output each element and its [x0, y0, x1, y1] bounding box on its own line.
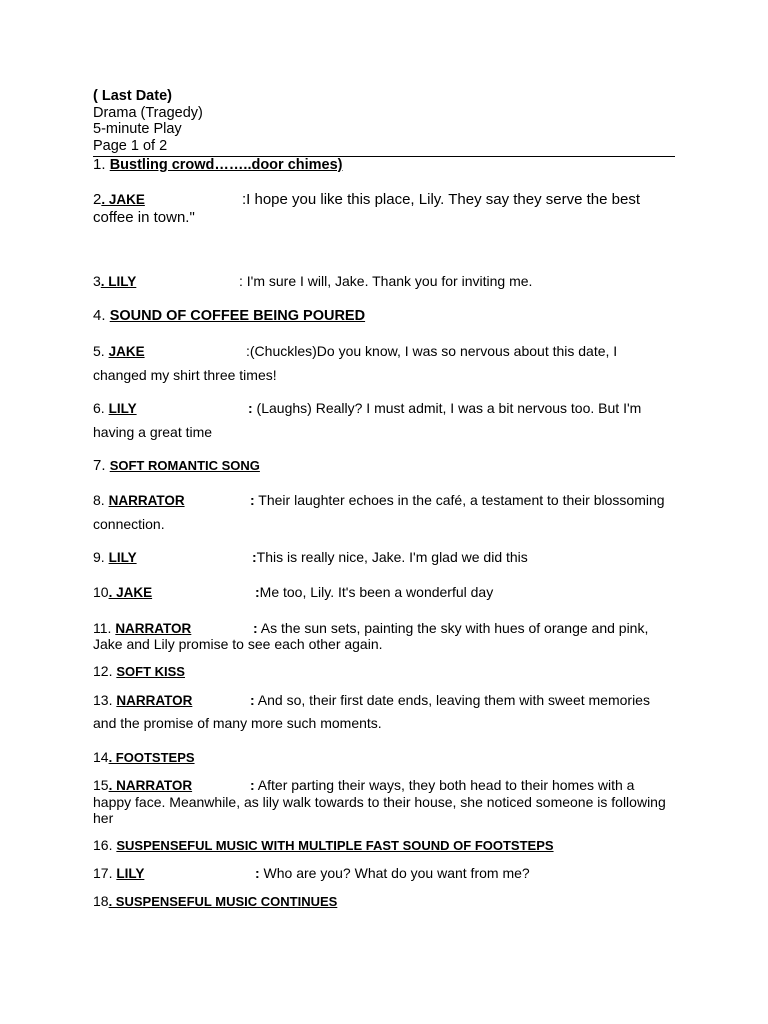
- line-number: 13.: [93, 692, 117, 708]
- dialogue-continuation: happy face. Meanwhile, as lily walk towards to their house, she noticed someone is following: [93, 794, 666, 810]
- script-line-6: [93, 400, 683, 417]
- dialogue-continuation: connection.: [93, 516, 165, 532]
- script-line-15: [93, 777, 683, 794]
- page-number: Page 1 of 2: [93, 138, 168, 154]
- script-line-9: [93, 549, 683, 566]
- dialogue-continuation: coffee in town.": [93, 209, 195, 226]
- script-line-4: [93, 308, 683, 324]
- script-line-16: [93, 837, 683, 854]
- script-line-12: [93, 663, 683, 680]
- script-line-18: [93, 893, 683, 910]
- dialogue-text: As the sun sets, painting the sky with hues of orange and pink,: [257, 620, 649, 636]
- speaker-name: LILY: [116, 866, 145, 881]
- dialogue-text: And so, their first date ends, leaving them with sweet memories: [254, 692, 650, 708]
- speaker-name: . NARRATOR: [108, 778, 193, 793]
- dialogue-text: : I'm sure I will, Jake. Thank you for inviting me.: [239, 273, 533, 289]
- dialogue-text: :I hope you like this place, Lily. They say they serve the best: [242, 191, 640, 208]
- speaker-name: . JAKE: [108, 585, 153, 600]
- sound-cue: Bustling crowd……..door chimes): [109, 157, 343, 173]
- dialogue-continuation: Jake and Lily promise to see each other again.: [93, 636, 383, 652]
- dialogue-text: After parting their ways, they both head to their homes with a: [254, 777, 635, 793]
- script-line-2: [93, 192, 683, 208]
- speaker-name: NARRATOR: [116, 693, 193, 708]
- line-number: 10: [93, 584, 109, 600]
- speaker-name: LILY: [108, 550, 137, 565]
- colon-mark: :: [255, 584, 260, 600]
- sound-cue: SOFT KISS: [116, 664, 185, 679]
- genre-line: Drama (Tragedy): [93, 105, 203, 121]
- speaker-name: . LILY: [100, 274, 137, 289]
- dialogue-continuation: changed my shirt three times!: [93, 367, 277, 383]
- line-number: 17.: [93, 865, 117, 881]
- script-line-10: [93, 584, 683, 601]
- sound-cue: SOUND OF COFFEE BEING POURED: [109, 308, 366, 324]
- speaker-name: . JAKE: [101, 192, 145, 207]
- speaker-name: LILY: [108, 401, 137, 416]
- script-line-13: [93, 692, 683, 709]
- colon-mark: :: [250, 492, 255, 508]
- line-number: 15: [93, 777, 109, 793]
- script-line-1: [93, 157, 683, 173]
- colon-mark: :: [248, 400, 253, 416]
- line-number: 12.: [93, 663, 117, 679]
- script-line-11: [93, 620, 683, 637]
- line-number: 11.: [93, 620, 116, 636]
- line-number: 3: [93, 273, 101, 289]
- line-number: 1.: [93, 156, 110, 173]
- length-line: 5-minute Play: [93, 121, 182, 137]
- sound-cue: SOFT ROMANTIC SONG: [109, 458, 260, 473]
- line-number: 7.: [93, 457, 110, 474]
- dialogue-text: (Laughs) Really? I must admit, I was a bit nervous too. But I'm: [252, 400, 642, 416]
- dialogue-text: Me too, Lily. It's been a wonderful day: [259, 584, 494, 600]
- dialogue-text: Who are you? What do you want from me?: [259, 865, 530, 881]
- line-number: 9.: [93, 549, 109, 565]
- speaker-name: NARRATOR: [108, 493, 185, 508]
- line-number: 5.: [93, 343, 109, 359]
- colon-mark: :: [255, 865, 260, 881]
- sound-cue: . SUSPENSEFUL MUSIC CONTINUES: [108, 894, 338, 909]
- line-number: 16.: [93, 837, 117, 853]
- script-line-8: [93, 492, 683, 509]
- dialogue-continuation: and the promise of many more such moments.: [93, 715, 382, 731]
- script-line-14: [93, 749, 683, 766]
- dialogue-text: :(Chuckles)Do you know, I was so nervous about this date, I: [246, 343, 618, 359]
- colon-mark: :: [250, 777, 255, 793]
- script-line-3: [93, 273, 683, 290]
- script-line-5: [93, 343, 683, 360]
- play-title: ( Last Date): [93, 88, 172, 104]
- speaker-name: JAKE: [108, 344, 145, 359]
- line-number: 18: [93, 893, 109, 909]
- script-line-17: [93, 865, 683, 882]
- line-number: 4.: [93, 307, 110, 324]
- dialogue-continuation: having a great time: [93, 424, 213, 440]
- sound-cue: . FOOTSTEPS: [108, 750, 195, 765]
- dialogue-text: This is really nice, Jake. I'm glad we did this: [256, 549, 528, 565]
- colon-mark: :: [252, 549, 257, 565]
- line-number: 14: [93, 749, 109, 765]
- script-line-7: [93, 458, 683, 474]
- line-number: 8.: [93, 492, 109, 508]
- speaker-name: NARRATOR: [115, 621, 192, 636]
- dialogue-text: Their laughter echoes in the café, a testament to their blossoming: [254, 492, 665, 508]
- line-number: 6.: [93, 400, 109, 416]
- colon-mark: :: [250, 692, 255, 708]
- dialogue-continuation: her: [93, 810, 114, 826]
- colon-mark: :: [253, 620, 258, 636]
- sound-cue: SUSPENSEFUL MUSIC WITH MULTIPLE FAST SOUND OF FOOTSTEPS: [116, 838, 554, 853]
- line-number: 2: [93, 191, 102, 208]
